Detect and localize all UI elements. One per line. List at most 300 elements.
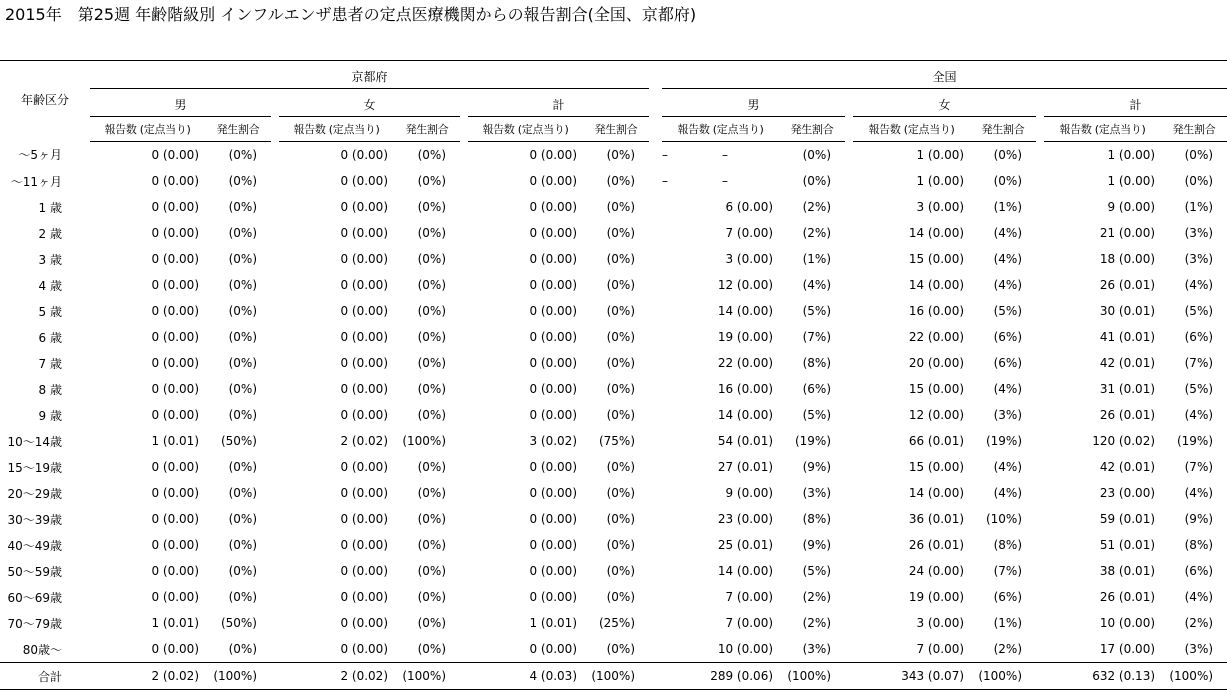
table-row [0,298,1227,324]
age-group-cell: 2 歳 [38,226,62,241]
reports-cell: 0 (0.00) [151,304,199,318]
age-group-cell: ～5ヶ月 [18,148,62,163]
reports-cell: 24 (0.00) [908,564,965,578]
ratio-cell: (0%) [417,226,446,240]
reports-cell: 0 (0.00) [340,538,388,552]
reports-cell: 0 (0.00) [151,512,199,526]
table-row [0,324,1227,350]
reports-cell: 54 (0.01) [717,434,774,448]
table-row [0,532,1227,558]
ratio-cell: (6%) [993,590,1023,604]
age-group-cell: 3 歳 [38,252,62,267]
reports-cell: 10 (0.00) [1099,616,1156,630]
ratio-cell: (0%) [228,304,257,318]
reports-cell: 18 (0.00) [1099,252,1156,266]
ratio-cell: (7%) [993,564,1023,578]
age-group-cell: 80歳～ [22,642,62,657]
ratio-cell: (1%) [993,616,1023,630]
reports-cell: 0 (0.00) [529,226,577,240]
age-group-cell: ～11ヶ月 [10,174,62,189]
table-row [0,142,1227,169]
reports-cell: 2 (0.02) [279,663,394,690]
reports-cell: 7 (0.00) [725,226,774,240]
ratio-cell: (25%) [598,616,636,630]
ratio-cell: (0%) [606,226,636,240]
ratio-cell: (0%) [228,174,257,188]
ratio-cell: (0%) [228,512,257,526]
reports-cell: 0 (0.00) [529,330,577,344]
reports-cell: 26 (0.01) [908,538,965,552]
reports-cell: 30 (0.01) [1099,304,1156,318]
reports-cell: 26 (0.01) [1099,590,1156,604]
ratio-cell: (8%) [1184,538,1214,552]
region-header-kyoto: 京都府 [90,61,649,89]
ratio-cell: (0%) [606,148,636,162]
ratio-cell: (3%) [1184,226,1214,240]
age-group-header: 年齢区分 [0,61,90,142]
ratio-cell: (3%) [1184,642,1214,656]
reports-cell: 14 (0.00) [908,278,965,292]
ratio-cell: (4%) [1184,408,1214,422]
reports-cell: 0 (0.00) [151,564,199,578]
ratio-cell: (0%) [417,252,446,266]
ratio-cell: (0%) [417,538,446,552]
ratio-cell: (100%) [1161,663,1227,690]
reports-cell: 14 (0.00) [717,304,774,318]
reports-cell: 0 (0.00) [529,200,577,214]
age-group-cell: 15～19歳 [7,460,62,475]
ratio-header: 発生割合 [205,117,271,142]
table-row [0,584,1227,610]
reports-cell: 19 (0.00) [717,330,774,344]
reports-cell: 0 (0.00) [340,200,388,214]
reports-cell: 0 (0.00) [151,174,199,188]
sex-header-national-2: 計 [1044,89,1227,117]
ratio-cell: (4%) [1184,486,1214,500]
ratio-cell: (0%) [228,252,257,266]
reports-header: 報告数 (定点当り) [1044,117,1161,142]
ratio-cell: (75%) [598,434,636,448]
table-row [0,428,1227,454]
ratio-cell: (0%) [228,486,257,500]
ratio-cell: (0%) [417,356,446,370]
ratio-cell: (4%) [993,460,1023,474]
reports-cell: 42 (0.01) [1099,460,1156,474]
reports-cell: 0 (0.00) [340,408,388,422]
ratio-cell: (0%) [606,564,636,578]
ratio-cell: (2%) [993,642,1023,656]
ratio-cell: (0%) [606,278,636,292]
ratio-cell: (0%) [606,590,636,604]
age-group-cell: 4 歳 [38,278,62,293]
reports-cell: 6 (0.00) [725,200,774,214]
table-row [0,246,1227,272]
reports-header: 報告数 (定点当り) [279,117,394,142]
age-group-cell: 10～14歳 [7,434,62,449]
reports-cell: 0 (0.00) [340,330,388,344]
ratio-cell: (0%) [606,642,636,656]
reports-cell: 0 (0.00) [529,460,577,474]
reports-cell: 0 (0.00) [151,408,199,422]
ratio-cell: (0%) [228,564,257,578]
reports-cell: 12 (0.00) [908,408,965,422]
reports-cell: 0 (0.00) [151,486,199,500]
reports-cell: 1 (0.01) [151,434,199,448]
reports-cell: 15 (0.00) [908,252,965,266]
ratio-cell: (0%) [417,200,446,214]
ratio-cell: (0%) [606,538,636,552]
reports-cell: 2 (0.02) [90,663,205,690]
reports-cell: 14 (0.00) [717,408,774,422]
reports-cell: 0 (0.00) [529,512,577,526]
reports-cell: 0 (0.00) [529,148,577,162]
reports-cell: 0 (0.00) [340,148,388,162]
reports-cell: 0 (0.00) [151,382,199,396]
ratio-cell: (5%) [802,564,832,578]
ratio-cell: (3%) [993,408,1023,422]
reports-cell: 15 (0.00) [908,460,965,474]
reports-cell: 15 (0.00) [908,382,965,396]
ratio-cell: (0%) [417,486,446,500]
ratio-cell: (19%) [1176,434,1214,448]
reports-cell: 51 (0.01) [1099,538,1156,552]
sex-header-kyoto-1: 女 [279,89,460,117]
reports-cell: 0 (0.00) [340,382,388,396]
reports-cell: 3 (0.00) [725,252,774,266]
reports-cell: – – [662,174,729,188]
ratio-cell: (2%) [802,226,832,240]
reports-cell-dash: – [662,148,669,162]
sex-header-kyoto-2: 計 [468,89,649,117]
table-row [0,168,1227,194]
ratio-cell: (4%) [993,278,1023,292]
reports-cell: 1 (0.00) [916,148,965,162]
ratio-cell: (0%) [606,382,636,396]
reports-cell: 343 (0.07) [853,663,970,690]
ratio-cell: (0%) [802,174,832,188]
reports-cell: 41 (0.01) [1099,330,1156,344]
reports-cell: 0 (0.00) [529,174,577,188]
ratio-cell: (0%) [606,200,636,214]
reports-cell: 26 (0.01) [1099,278,1156,292]
ratio-cell: (6%) [1184,330,1214,344]
sex-header-national-1: 女 [853,89,1036,117]
ratio-cell: (0%) [606,252,636,266]
reports-cell: 20 (0.00) [908,356,965,370]
age-group-cell: 9 歳 [38,408,62,423]
ratio-cell: (19%) [794,434,832,448]
reports-cell: 1 (0.01) [151,616,199,630]
ratio-cell: (10%) [985,512,1023,526]
ratio-cell: (19%) [985,434,1023,448]
ratio-header: 発生割合 [583,117,649,142]
reports-cell: 17 (0.00) [1099,642,1156,656]
reports-cell: 0 (0.00) [151,200,199,214]
table-row [0,558,1227,584]
reports-cell: 0 (0.00) [340,616,388,630]
reports-cell: 0 (0.00) [151,538,199,552]
ratio-cell: (0%) [228,590,257,604]
ratio-cell: (0%) [417,512,446,526]
ratio-cell: (0%) [228,538,257,552]
reports-cell: 7 (0.00) [725,616,774,630]
ratio-cell: (6%) [993,356,1023,370]
age-group-cell: 60～69歳 [7,590,62,605]
reports-cell: 16 (0.00) [908,304,965,318]
reports-cell: 22 (0.00) [717,356,774,370]
reports-cell: 7 (0.00) [916,642,965,656]
age-group-cell: 40～49歳 [7,538,62,553]
ratio-cell: (7%) [1184,460,1214,474]
ratio-cell: (7%) [802,330,832,344]
age-group-cell: 1 歳 [38,200,62,215]
table-row [0,506,1227,532]
reports-cell: 19 (0.00) [908,590,965,604]
influenza-report-table [0,60,1227,690]
ratio-cell: (0%) [228,148,257,162]
reports-cell: 25 (0.01) [717,538,774,552]
ratio-cell: (100%) [779,663,845,690]
reports-cell: – – [662,148,729,162]
reports-cell: 0 (0.00) [151,148,199,162]
age-group-cell: 6 歳 [38,330,62,345]
ratio-cell: (1%) [993,200,1023,214]
age-group-cell: 20～29歳 [7,486,62,501]
ratio-cell: (9%) [802,538,832,552]
ratio-cell: (6%) [1184,564,1214,578]
reports-cell: 0 (0.00) [340,486,388,500]
ratio-cell: (8%) [802,512,832,526]
table-row [0,610,1227,636]
ratio-cell: (0%) [228,200,257,214]
reports-cell: 1 (0.00) [1107,174,1156,188]
reports-cell: 0 (0.00) [529,252,577,266]
ratio-cell: (0%) [802,148,832,162]
reports-cell: 0 (0.00) [529,304,577,318]
reports-cell: 0 (0.00) [340,174,388,188]
reports-cell: 0 (0.00) [529,278,577,292]
age-group-cell: 50～59歳 [7,564,62,579]
ratio-cell: (4%) [802,278,832,292]
ratio-cell: (0%) [606,304,636,318]
ratio-cell: (0%) [606,408,636,422]
ratio-cell: (0%) [417,590,446,604]
ratio-cell: (100%) [394,663,460,690]
reports-cell: 66 (0.01) [908,434,965,448]
ratio-cell: (0%) [606,330,636,344]
reports-cell: 0 (0.00) [151,330,199,344]
ratio-cell: (0%) [606,174,636,188]
ratio-cell: (0%) [606,486,636,500]
ratio-cell: (4%) [993,486,1023,500]
ratio-cell: (4%) [993,252,1023,266]
page-title: 2015年 第25週 年齢階級別 インフルエンザ患者の定点医療機関からの報告割合(全国、京都府) [5,5,697,24]
ratio-cell: (0%) [228,278,257,292]
ratio-cell: (8%) [993,538,1023,552]
ratio-cell: (3%) [802,486,832,500]
ratio-cell: (0%) [606,512,636,526]
ratio-cell: (0%) [417,278,446,292]
ratio-cell: (0%) [993,148,1023,162]
ratio-cell: (9%) [802,460,832,474]
reports-cell: 0 (0.00) [151,642,199,656]
reports-header: 報告数 (定点当り) [853,117,970,142]
ratio-cell: (5%) [993,304,1023,318]
ratio-cell: (9%) [1184,512,1214,526]
reports-cell: 3 (0.00) [916,200,965,214]
reports-cell: 0 (0.00) [529,564,577,578]
ratio-cell: (4%) [1184,590,1214,604]
ratio-cell: (0%) [606,356,636,370]
ratio-cell: (7%) [1184,356,1214,370]
ratio-cell: (0%) [228,408,257,422]
region-header-national: 全国 [662,61,1227,89]
reports-cell: 22 (0.00) [908,330,965,344]
reports-cell: 0 (0.00) [340,278,388,292]
ratio-cell: (0%) [417,642,446,656]
ratio-header: 発生割合 [394,117,460,142]
reports-cell-dash: – [662,174,669,188]
reports-cell: 23 (0.00) [1099,486,1156,500]
ratio-cell: (0%) [228,330,257,344]
ratio-cell: (2%) [802,200,832,214]
reports-cell: 0 (0.00) [529,382,577,396]
table-row [0,376,1227,402]
reports-cell: 16 (0.00) [717,382,774,396]
reports-cell: 1 (0.00) [916,174,965,188]
reports-cell: 0 (0.00) [340,304,388,318]
ratio-cell: (0%) [993,174,1023,188]
reports-cell: 1 (0.00) [1107,148,1156,162]
ratio-header: 発生割合 [970,117,1036,142]
ratio-cell: (0%) [417,408,446,422]
table-row [0,220,1227,246]
ratio-cell: (0%) [417,382,446,396]
ratio-cell: (50%) [220,434,257,448]
ratio-cell: (0%) [417,148,446,162]
age-group-cell: 70～79歳 [7,616,62,631]
ratio-cell: (0%) [228,356,257,370]
reports-cell: 9 (0.00) [1107,200,1156,214]
ratio-header: 発生割合 [1161,117,1227,142]
reports-cell: 14 (0.00) [717,564,774,578]
reports-cell: 21 (0.00) [1099,226,1156,240]
reports-cell: 0 (0.00) [529,408,577,422]
reports-cell: 31 (0.01) [1099,382,1156,396]
reports-header: 報告数 (定点当り) [90,117,205,142]
sex-header-national-0: 男 [662,89,845,117]
reports-cell: 0 (0.00) [151,252,199,266]
ratio-cell: (0%) [606,460,636,474]
reports-header: 報告数 (定点当り) [468,117,583,142]
ratio-cell: (5%) [1184,304,1214,318]
table-row [0,402,1227,428]
reports-cell: 42 (0.01) [1099,356,1156,370]
ratio-cell: (5%) [802,408,832,422]
age-group-cell: 7 歳 [38,356,62,371]
ratio-cell: (0%) [417,460,446,474]
ratio-cell: (2%) [802,616,832,630]
reports-header: 報告数 (定点当り) [662,117,779,142]
ratio-cell: (5%) [1184,382,1214,396]
ratio-cell: (0%) [417,330,446,344]
reports-cell: 2 (0.02) [340,434,388,448]
reports-cell: 23 (0.00) [717,512,774,526]
ratio-header: 発生割合 [779,117,845,142]
age-group-cell: 合計 [0,663,90,690]
ratio-cell: (0%) [1184,148,1214,162]
reports-cell: 0 (0.00) [529,356,577,370]
reports-cell: 0 (0.00) [340,252,388,266]
reports-cell: 4 (0.03) [468,663,583,690]
reports-cell: 289 (0.06) [662,663,779,690]
reports-cell: 12 (0.00) [717,278,774,292]
ratio-cell: (100%) [205,663,271,690]
ratio-cell: (4%) [1184,278,1214,292]
reports-cell: 0 (0.00) [151,460,199,474]
reports-cell: 10 (0.00) [717,642,774,656]
table-row [0,636,1227,663]
ratio-cell: (100%) [970,663,1036,690]
ratio-cell: (6%) [993,330,1023,344]
ratio-cell: (0%) [1184,174,1214,188]
sex-header-kyoto-0: 男 [90,89,271,117]
ratio-cell: (50%) [220,616,257,630]
reports-cell: 0 (0.00) [340,564,388,578]
ratio-cell: (8%) [802,356,832,370]
ratio-cell: (4%) [993,226,1023,240]
reports-cell: 0 (0.00) [151,226,199,240]
reports-cell: 0 (0.00) [340,590,388,604]
table-row [0,350,1227,376]
ratio-cell: (4%) [993,382,1023,396]
reports-cell: 0 (0.00) [529,590,577,604]
reports-cell: 14 (0.00) [908,486,965,500]
age-group-cell: 30～39歳 [7,512,62,527]
reports-cell: 120 (0.02) [1092,434,1156,448]
reports-cell: 38 (0.01) [1099,564,1156,578]
ratio-cell: (0%) [228,460,257,474]
ratio-cell: (100%) [583,663,649,690]
reports-cell: 3 (0.02) [529,434,577,448]
ratio-cell: (0%) [417,564,446,578]
age-group-cell: 5 歳 [38,304,62,319]
reports-cell: 0 (0.00) [151,590,199,604]
reports-cell: 27 (0.01) [717,460,774,474]
reports-cell: 26 (0.01) [1099,408,1156,422]
reports-cell: 0 (0.00) [529,642,577,656]
reports-cell: 36 (0.01) [908,512,965,526]
reports-cell: 0 (0.00) [340,512,388,526]
ratio-cell: (100%) [402,434,446,448]
ratio-cell: (3%) [1184,252,1214,266]
reports-cell: 59 (0.01) [1099,512,1156,526]
reports-cell: 632 (0.13) [1044,663,1161,690]
reports-cell: 9 (0.00) [725,486,774,500]
ratio-cell: (3%) [802,642,832,656]
reports-cell: 0 (0.00) [340,226,388,240]
reports-cell: 7 (0.00) [725,590,774,604]
ratio-cell: (2%) [802,590,832,604]
ratio-cell: (2%) [1184,616,1214,630]
reports-cell: 1 (0.01) [529,616,577,630]
table-row [0,272,1227,298]
reports-cell: 0 (0.00) [151,278,199,292]
reports-cell: 0 (0.00) [340,460,388,474]
table-row [0,454,1227,480]
ratio-cell: (0%) [417,174,446,188]
reports-cell: 0 (0.00) [151,356,199,370]
